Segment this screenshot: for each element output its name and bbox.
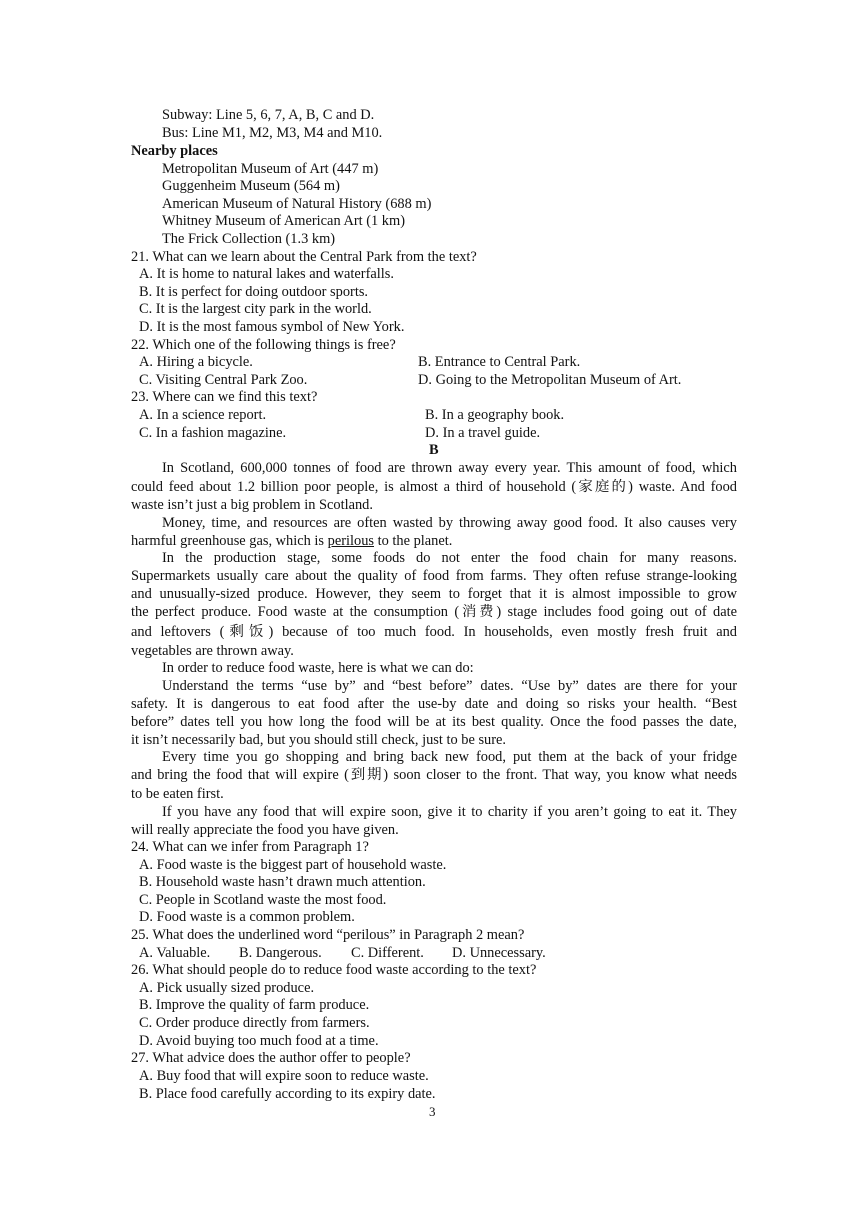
question-24-option-b: B. Household waste hasn’t drawn much attention.: [139, 874, 426, 890]
question-21-option-d: D. It is the most famous symbol of New York.: [139, 319, 405, 335]
question-21-option-b: B. It is perfect for doing outdoor sports.: [139, 284, 369, 300]
question-21-option-a: A. It is home to natural lakes and waterfalls.: [139, 266, 394, 282]
question-22-stem: 22. Which one of the following things is free?: [131, 337, 396, 353]
question-23-option-b: B. In a geography book.: [425, 407, 565, 423]
question-26-option-d: D. Avoid buying too much food at a time.: [139, 1033, 379, 1049]
question-26-option-a: A. Pick usually sized produce.: [139, 980, 315, 996]
passage-line: If you have any food that will expire soon, give it to charity if you aren’t going to eat it. They: [162, 804, 737, 820]
passage-line: Every time you go shopping and bring back new food, put them at the back of your fridge: [162, 749, 737, 765]
bus-line: Bus: Line M1, M2, M3, M4 and M10.: [162, 125, 383, 141]
question-26-stem: 26. What should people do to reduce food waste according to the text?: [131, 962, 537, 978]
subway-line: Subway: Line 5, 6, 7, A, B, C and D.: [162, 107, 375, 123]
passage-line: to be eaten first.: [131, 786, 224, 802]
question-25-stem: 25. What does the underlined word “perilous” in Paragraph 2 mean?: [131, 927, 525, 943]
page-number: 3: [429, 1104, 436, 1119]
passage-line: the perfect produce. Food waste at the consumption (消费) stage includes food going out of date: [131, 604, 737, 620]
nearby-item: Whitney Museum of American Art (1 km): [162, 213, 405, 229]
question-25-option-d: D. Unnecessary.: [452, 945, 546, 961]
question-24-option-d: D. Food waste is a common problem.: [139, 909, 355, 925]
passage-line: Money, time, and resources are often wasted by throwing away good food. It also causes very: [162, 515, 737, 531]
question-24-option-a: A. Food waste is the biggest part of household waste.: [139, 857, 447, 873]
question-25-option-a: A. Valuable.: [139, 945, 211, 961]
passage-line: [131, 533, 452, 551]
question-25-option-c: C. Different.: [351, 945, 424, 961]
question-25-option-b: B. Dangerous.: [239, 945, 322, 961]
question-21-option-c: C. It is the largest city park in the world.: [139, 301, 372, 317]
question-24-option-c: C. People in Scotland waste the most food.: [139, 892, 387, 908]
question-23-option-d: D. In a travel guide.: [425, 425, 541, 441]
passage-line: and leftovers (剩饭) because of too much food. In households, even mostly fresh fruit and: [131, 624, 737, 640]
question-22-option-d: D. Going to the Metropolitan Museum of Art.: [418, 372, 682, 388]
question-27-stem: 27. What advice does the author offer to people?: [131, 1050, 411, 1066]
nearby-heading: Nearby places: [131, 143, 218, 159]
question-26-option-c: C. Order produce directly from farmers.: [139, 1015, 370, 1031]
passage-line: In the production stage, some foods do not enter the food chain for many reasons.: [162, 550, 737, 566]
question-22-option-a: A. Hiring a bicycle.: [139, 354, 253, 370]
passage-line: In Scotland, 600,000 tonnes of food are thrown away every year. This amount of food, which: [162, 460, 737, 476]
question-22-option-b: B. Entrance to Central Park.: [418, 354, 581, 370]
question-23-stem: 23. Where can we find this text?: [131, 389, 318, 405]
passage-line: safety. It is dangerous to eat food after the use-by date and doing so risks your health. “Best: [131, 696, 737, 712]
passage-line: and unusually-sized produce. However, they seem to forget that it is almost impossible to grow: [131, 586, 737, 602]
passage-line: waste isn’t just a big problem in Scotland.: [131, 497, 373, 513]
passage-line: could feed about 1.2 billion poor people, is almost a third of household (家庭的) waste. And food: [131, 479, 737, 495]
question-21-stem: 21. What can we learn about the Central Park from the text?: [131, 249, 477, 265]
passage-line: before” dates tell you how long the food will be at its best quality. Once the food passes the date,: [131, 714, 737, 730]
nearby-item: American Museum of Natural History (688 m): [162, 196, 432, 212]
nearby-item: Guggenheim Museum (564 m): [162, 178, 340, 194]
question-23-option-c: C. In a fashion magazine.: [139, 425, 287, 441]
nearby-item: The Frick Collection (1.3 km): [162, 231, 336, 247]
question-22-option-c: C. Visiting Central Park Zoo.: [139, 372, 308, 388]
question-23-option-a: A. In a science report.: [139, 407, 267, 423]
passage-line: In order to reduce food waste, here is what we can do:: [162, 660, 474, 676]
passage-line: Supermarkets usually care about the quality of food from farms. They often refuse strange-looking: [131, 568, 737, 584]
passage-text: to the planet.: [374, 533, 453, 549]
passage-text: harmful greenhouse gas, which is: [131, 533, 328, 549]
passage-line: vegetables are thrown away.: [131, 643, 294, 659]
passage-line: Understand the terms “use by” and “best before” dates. “Use by” dates are there for your: [162, 678, 737, 694]
nearby-item: Metropolitan Museum of Art (447 m): [162, 161, 379, 177]
passage-line: and bring the food that will expire (到期) soon closer to the front. That way, you know what needs: [131, 767, 737, 783]
question-27-option-b: B. Place food carefully according to its expiry date.: [139, 1086, 436, 1102]
question-26-option-b: B. Improve the quality of farm produce.: [139, 997, 370, 1013]
passage-line: will really appreciate the food you have given.: [131, 822, 399, 838]
passage-line: it isn’t necessarily bad, but you should still check, just to be sure.: [131, 732, 507, 748]
question-24-stem: 24. What can we infer from Paragraph 1?: [131, 839, 369, 855]
question-27-option-a: A. Buy food that will expire soon to reduce waste.: [139, 1068, 429, 1084]
section-b-heading: B: [429, 442, 439, 458]
underlined-word: perilous: [327, 533, 374, 549]
